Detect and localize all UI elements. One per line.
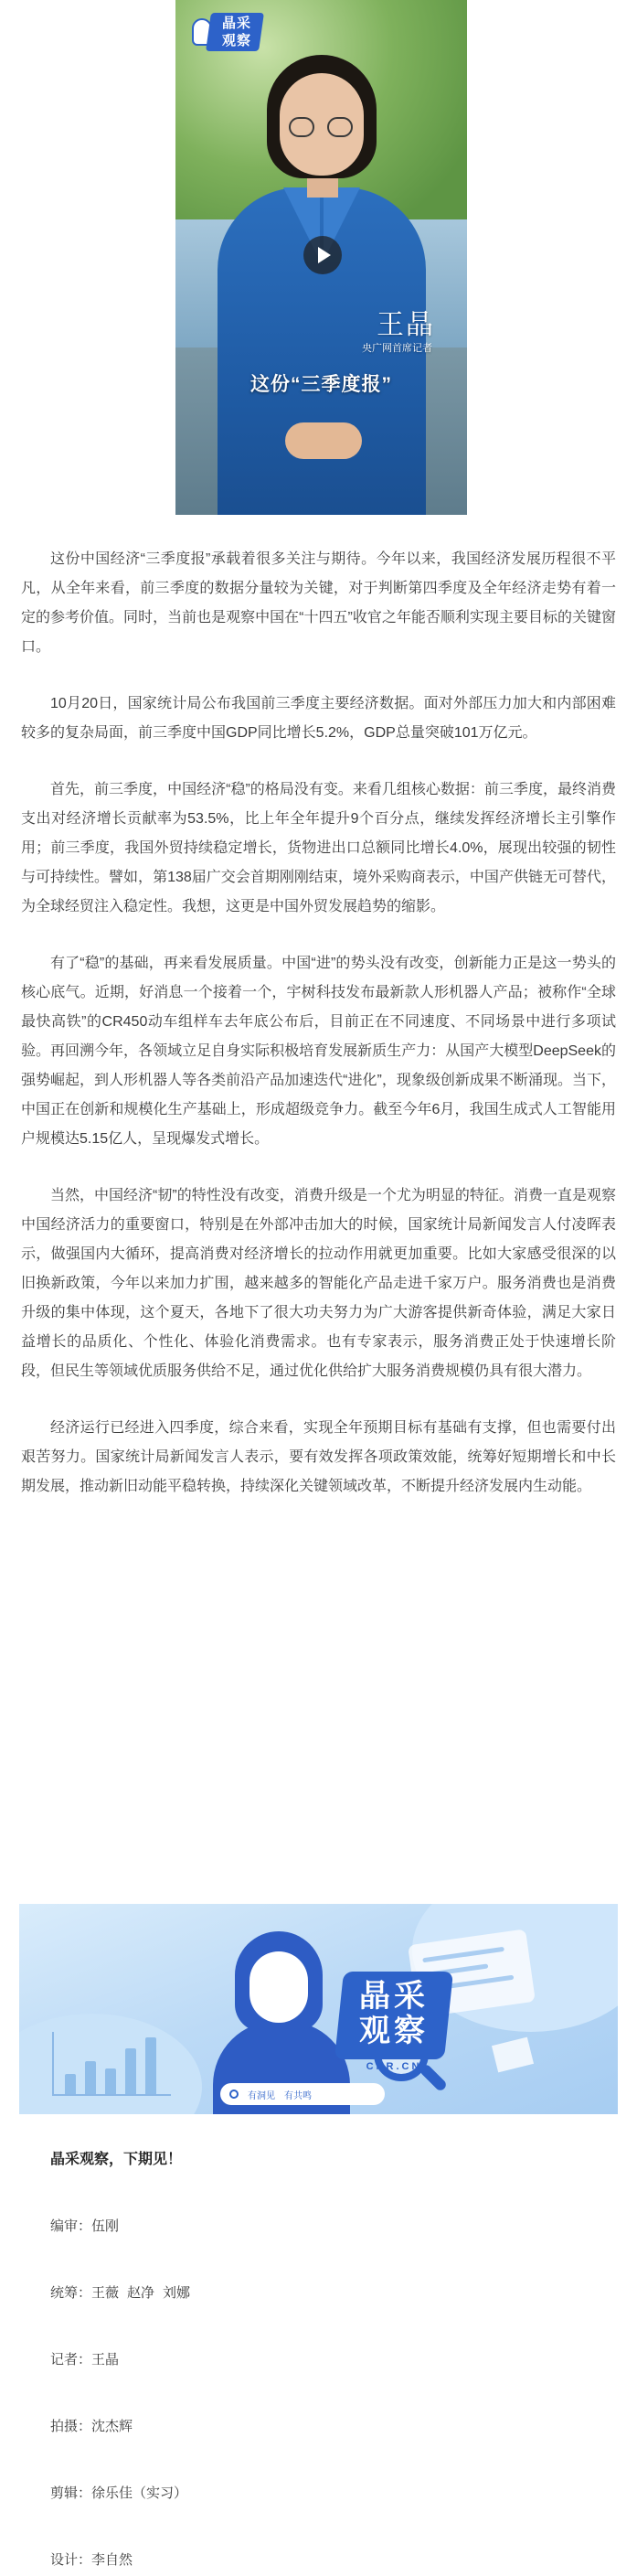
logo-text-line2: 观察 [221,33,251,48]
chart-bar [105,2068,116,2094]
brand-line2: 观察 [359,2014,429,2048]
chart-bar [145,2037,156,2094]
paragraph: 首先，前三季度，中国经济“稳”的格局没有变。来看几组核心数据：前三季度，最终消费支出对经济增长贡献率为53.5%，比上年全年提升9个百分点，继续发挥经济增长主引擎作用；前三季度，我国外贸持续稳定增长，货物进出口总额同比增长4.0%，展现出较强的韧性与可持续性。譬如，第138届广交会首期刚刚结束，境外采购商表示，中国产供链无可替代，为全球经贸注入稳定性。我想，这更是中国外贸发展趋势的缩影。 [21,782,616,914]
signoff-text: 晶采观察，下期见！ [50,2152,183,2167]
glasses-left-icon [289,117,314,137]
article-body [21,545,616,1529]
banner-tag: 有洞见 [248,2090,275,2101]
brand-domain: CNR.CN [366,2061,422,2072]
brand-logo [339,1972,449,2059]
credit-design: 设计：李自然 [50,2551,133,2568]
paragraph: 当然，中国经济“韧”的特性没有改变，消费升级是一个尤为明显的特征。消费一直是观察中国经济活力的重要窗口，特别是在外部冲击加大的时候，国家统计局新闻发言人付凌晖表示，做强国内大循环，提高消费对经济增长的拉动作用就更加重要。比如大家感受很深的以旧换新政策，今年以来加力扩围，越来越多的智能化产品走进千家万户。服务消费也是消费升级的集中体现，这个夏天，各地下了很大功夫努力为广大游客提供新奇体验，满足大家日益增长的品质化、个性化、体验化消费需求。也有专家表示，服务消费正处于快速增长阶段，但民生等领域优质服务供给不足，通过优化供给扩大服务消费规模仍具有很大潜力。 [21,1188,616,1379]
credit-editing: 剪辑：徐乐佳（实习） [50,2485,188,2501]
reporter-name: 王晶 [377,309,435,341]
reporter-title: 央广网首席记者 [362,343,432,354]
bar-chart-icon [52,2032,171,2096]
card-line [422,1947,504,1962]
glasses-right-icon [327,117,353,137]
reporter-illustration-face [249,1951,308,2023]
chart-bar [85,2061,96,2094]
column-banner-image [19,1904,618,2114]
paper-plane-icon [492,2037,534,2073]
video-logo [188,9,261,53]
credit-editor: 编审：伍刚 [50,2218,120,2234]
banner-search-bar [220,2083,385,2105]
reporter-hands [285,422,362,459]
paragraph: 这份中国经济“三季度报”承载着很多关注与期待。今年以来，我国经济发展历程很不平凡，从全年来看，前三季度的数据分量较为关键，对于判断第四季度及全年经济走势有着一定的参考价值。同时，当前也是观察中国在“十四五”收官之年能否顺利实现主要目标的关键窗口。 [21,551,616,655]
banner-tag: 有共鸣 [284,2090,312,2101]
chart-bar [65,2074,76,2094]
brand-line1: 晶采 [359,1979,429,2014]
credit-reporter: 记者：王晶 [50,2351,120,2368]
logo-text [214,15,260,49]
video-subtitle: 这份“三季度报” [250,374,392,395]
chart-bar [125,2048,136,2094]
logo-text-line1: 晶采 [221,16,251,31]
play-button[interactable] [303,236,342,274]
credit-coordination: 统筹：王薇 赵净 刘娜 [50,2284,191,2301]
credit-camera: 拍摄：沈杰辉 [50,2418,133,2434]
play-icon [318,247,331,263]
video-player[interactable] [175,0,467,515]
paragraph: 10月20日，国家统计局公布我国前三季度主要经济数据。面对外部压力加大和内部困难较多的复杂局面，前三季度中国GDP同比增长5.2%，GDP总量突破101万亿元。 [21,696,616,741]
paragraph: 经济运行已经进入四季度，综合来看，实现全年预期目标有基础有支撑，但也需要付出艰苦努力。国家统计局新闻发言人表示，要有效发挥各项政策效能，统筹好短期增长和中长期发展，推动新旧动能平稳转换，持续深化关键领域改革，不断提升经济发展内生动能。 [21,1420,616,1494]
search-icon [229,2090,239,2099]
paragraph: 有了“稳”的基础，再来看发展质量。中国“进”的势头没有改变，创新能力正是这一势头的核心底气。近期，好消息一个接着一个，宇树科技发布最新款人形机器人产品；被称作“全球最快高铁”的CR450动车组样车去年底公布后，目前正在不同速度、不同场景中进行多项试验。再回溯今年，各领域立足自身实际积极培育发展新质生产力：从国产大模型DeepSeek的强势崛起，到人形机器人等各类前沿产品加速迭代“进化”，现象级创新成果不断涌现。当下，中国正在创新和规模化生产基础上，形成超级竞争力。截至今年6月，我国生成式人工智能用户规模达5.15亿人，呈现爆发式增长。 [21,956,616,1147]
